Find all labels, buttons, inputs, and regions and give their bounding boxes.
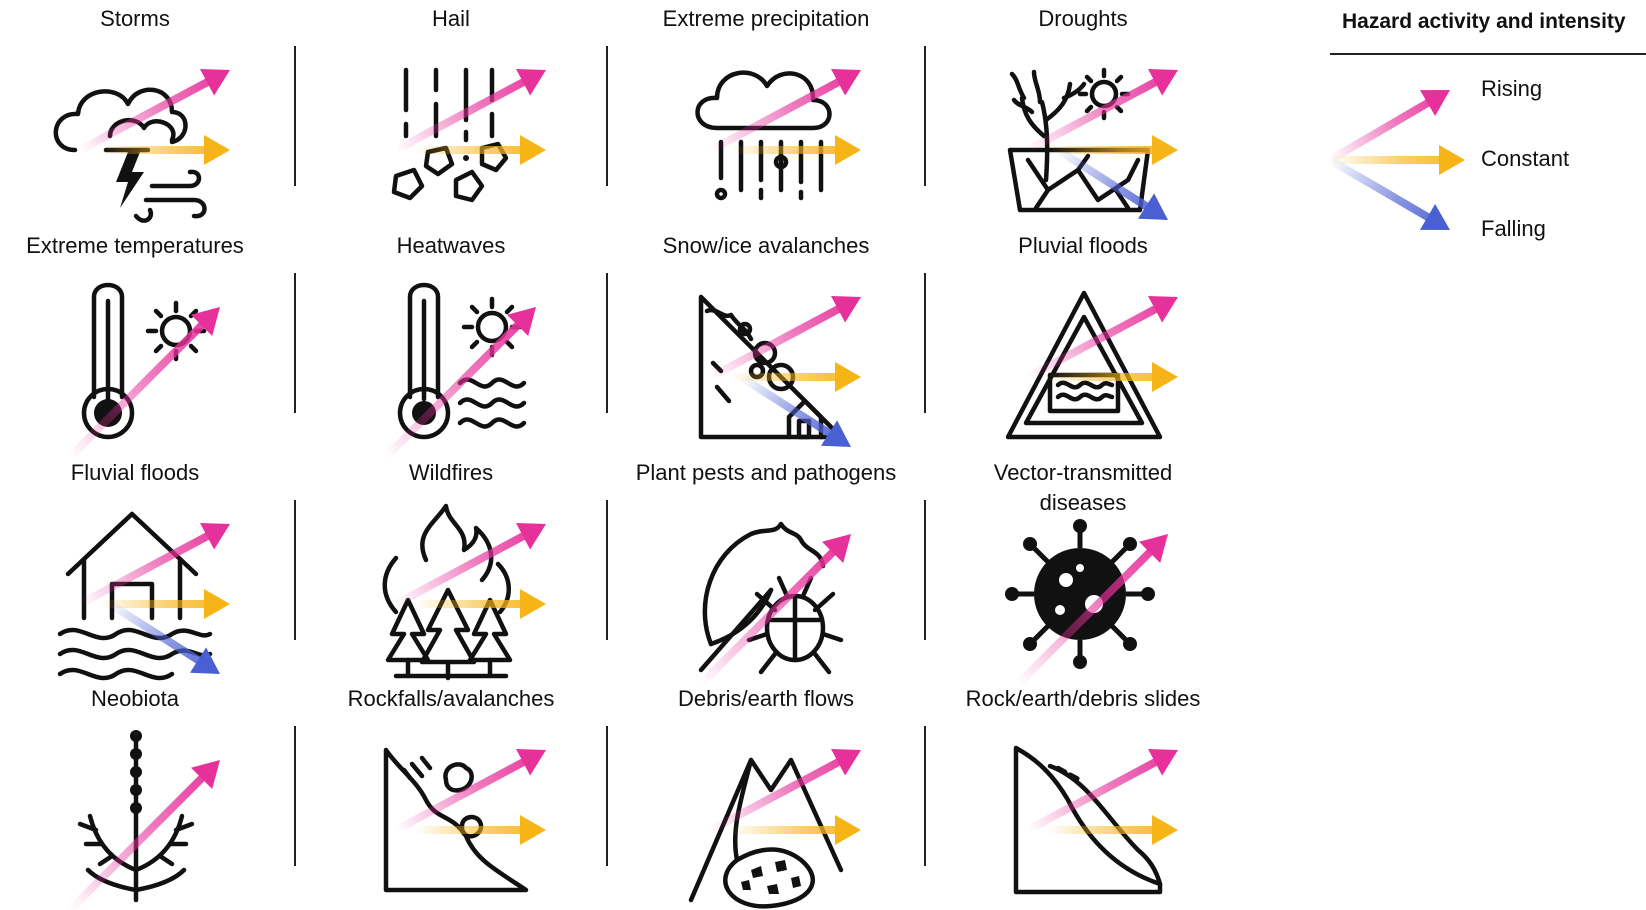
heatwave-icon [356,267,546,457]
virus-icon [988,494,1178,684]
legend-label-rising: Rising [1481,76,1543,101]
column-separator [606,46,608,186]
hazard-label: Heatwaves [396,233,506,258]
flood-warning-sign-icon [988,267,1178,457]
house-flood-icon [40,494,230,684]
leaf-beetle-icon [671,494,861,684]
hazard-label: Vector-transmitted diseases [993,460,1173,515]
column-separator [606,500,608,640]
snow-avalanche-icon [671,267,861,457]
column-separator [294,273,296,413]
hazard-label: Rockfalls/avalanches [347,686,555,711]
column-separator [294,500,296,640]
legend-label-falling: Falling [1481,216,1546,241]
hazard-label: Rock/earth/debris slides [965,686,1201,711]
thermometer-sun-icon [40,267,230,457]
hazard-label: Neobiota [90,686,180,711]
legend-title: Hazard activity and intensity [1342,10,1626,33]
hazard-label: Wildfires [408,460,494,485]
hazard-label: Storms [100,6,170,31]
forest-fire-icon [356,494,546,684]
legend-divider [1330,53,1646,55]
hazard-label: Extreme precipitation [662,6,870,31]
column-separator [294,46,296,186]
hazard-label: Hail [432,6,470,31]
column-separator [606,273,608,413]
hazard-label: Debris/earth flows [677,686,855,711]
hazard-label: Fluvial floods [70,460,200,485]
drought-tree-icon [988,40,1178,230]
column-separator [294,726,296,866]
invasive-plant-icon [40,720,230,910]
storm-cloud-icon [40,40,230,230]
hazard-label: Droughts [1038,6,1128,31]
debris-flow-icon [671,720,861,910]
column-separator [924,273,926,413]
trend-arrow-constant [731,135,861,165]
hazard-label: Pluvial floods [1018,233,1148,258]
hazard-label: Snow/ice avalanches [662,233,870,258]
legend-label-constant: Constant [1481,146,1570,171]
legend-arrow-rising [1330,90,1450,160]
landslide-icon [988,720,1178,910]
hail-icon [356,40,546,230]
heavy-rain-icon [671,40,861,230]
trend-arrow-falling [110,604,220,674]
legend-arrow-falling [1330,160,1450,230]
column-separator [924,46,926,186]
trend-arrow-constant [731,815,861,845]
hazard-label: Extreme temperatures [26,233,244,258]
column-separator [924,726,926,866]
legend-arrows [1320,75,1480,255]
column-separator [606,726,608,866]
column-separator [924,500,926,640]
rockfall-icon [356,720,546,910]
trend-arrow-constant [100,135,230,165]
hazard-label: Plant pests and pathogens [635,460,897,485]
